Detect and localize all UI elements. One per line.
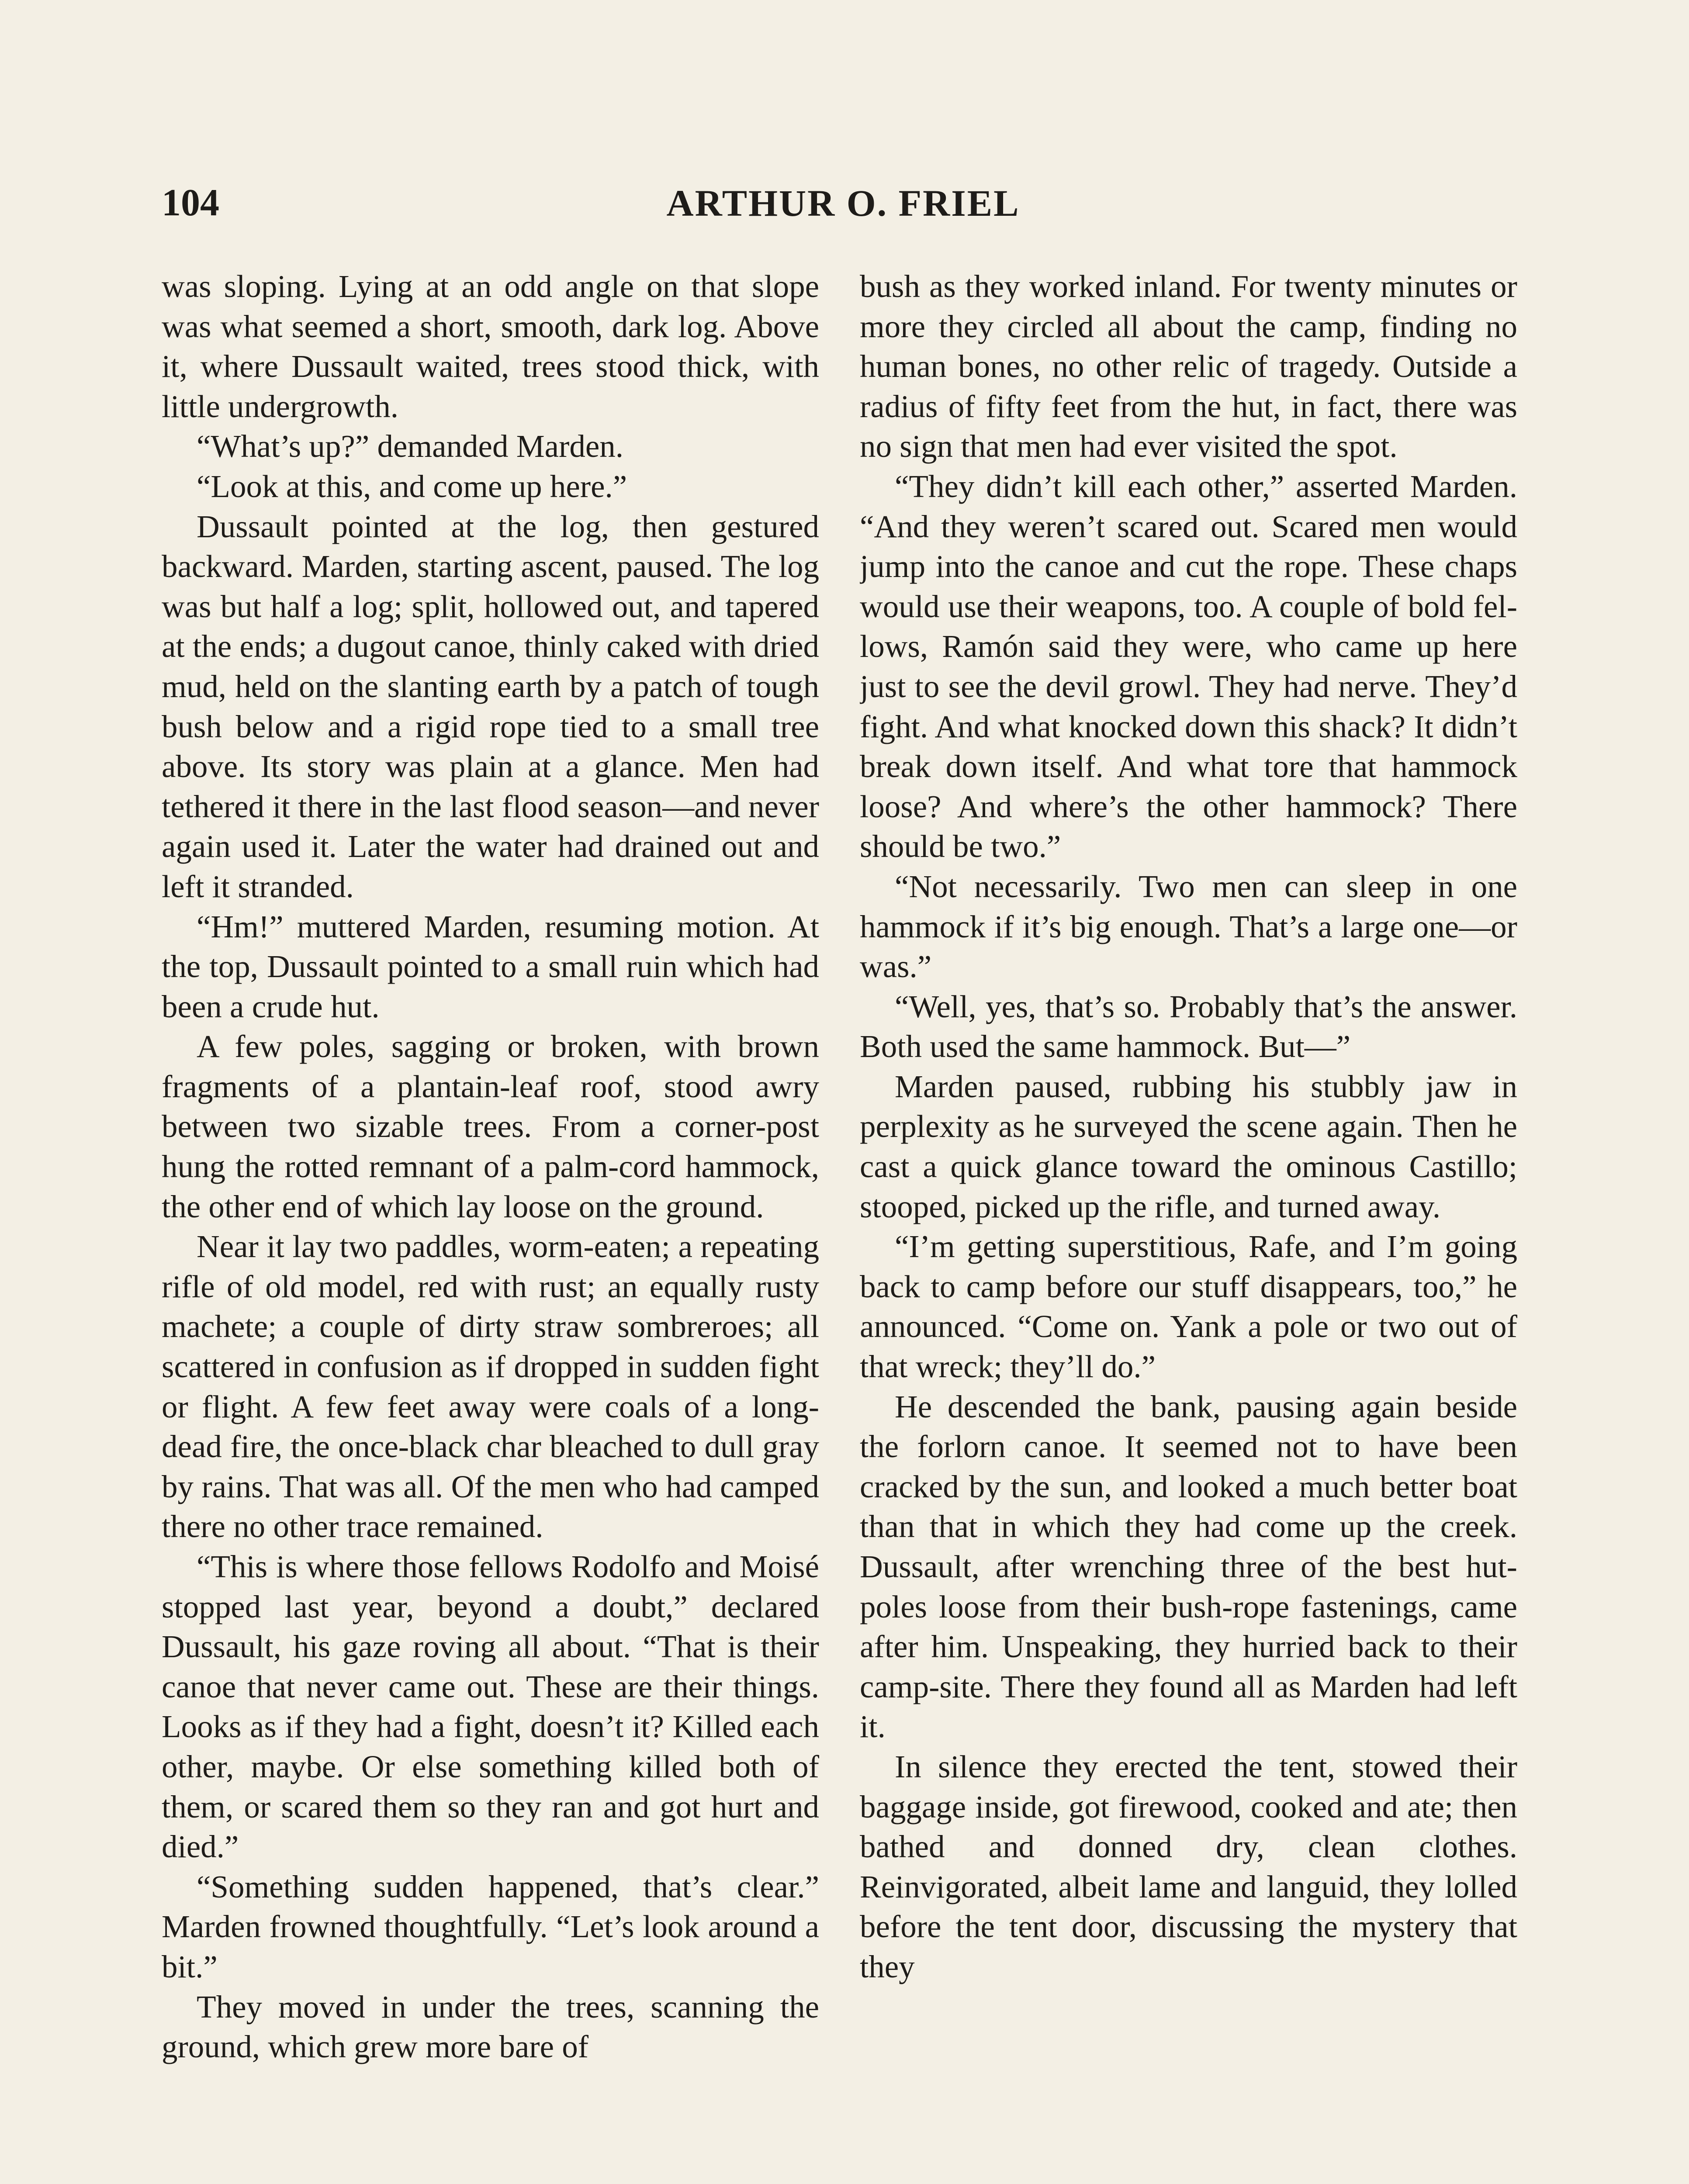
paragraph: Marden paused, rubbing his stubbly jaw in perplexity as he surveyed the scene again. Then he cast a quick glance toward the ominous Castillo; stooped, picked up the rifle, and turned away. [860, 1068, 1517, 1224]
paragraph: “This is where those fellows Rodolfo and Moisé stopped last year, beyond a doubt,” declared Dussault, his gaze roving all about. “That is their canoe that never came out. These are their things. Looks as if they had a fight, doesn’t it? Killed each other, maybe. Or else something killed both of them, or scared them so they ran and got hurt and died.” [162, 1549, 819, 1865]
paragraph: “They didn’t kill each other,” asserted Marden. “And they weren’t scared out. Scared men would jump into the canoe and cut the rope. These chaps would use their weapons, too. A couple of bold fellows, Ramón said they were, who came up here just to see the devil growl. They had nerve. They’d fight. And what knocked down this shack? It didn’t break down itself. And what tore that hammock loose? And where’s the other hammock? There should be two.” [860, 468, 1517, 864]
paragraph: “Hm!” muttered Marden, resuming motion. At the top, Dussault pointed to a small ruin which had been a crude hut. [162, 909, 819, 1024]
paragraph: bush as they worked inland. For twenty minutes or more they circled all about the camp, finding no human bones, no other relic of tragedy. Outside a radius of fifty feet from the hut, in fact, there was no sign that men had ever visited the spot. [860, 269, 1517, 464]
paragraph: “What’s up?” demanded Marden. [197, 429, 623, 464]
paragraph: He descended the bank, pausing again beside the forlorn canoe. It seemed not to have been cracked by the sun, and looked a much better boat than that in which they had come up the creek. Dussault, after wrenching three of the best hut-poles loose from their bush-rope fastenings, came after him. Unspeaking, they hurried back to their camp-site. There they found all as Marden had left it. [860, 1389, 1517, 1745]
paragraph: A few poles, sagging or broken, with brown fragments of a plantain-leaf roof, stood awry between two sizable trees. From a corner-post hung the rotted remnant of a palm-cord hammock, the other end of which lay loose on the ground. [162, 1029, 819, 1224]
paragraph: “Well, yes, that’s so. Probably that’s the answer. Both used the same hammock. But—” [860, 988, 1517, 1064]
paragraph: “Look at this, and come up here.” [197, 468, 627, 504]
left-text-column [162, 266, 819, 2184]
running-title: ARTHUR O. FRIEL [666, 182, 1020, 224]
paragraph: “I’m getting superstitious, Rafe, and I’m going back to camp before our stuff disappears, too,” he announced. “Come on. Yank a pole or two out of that wreck; they’ll do.” [860, 1229, 1517, 1385]
paragraph: “Not necessarily. Two men can sleep in one hammock if it’s big enough. That’s a large one—or was.” [860, 868, 1517, 985]
paragraph: “Something sudden happened, that’s clear.” Marden frowned thoughtfully. “Let’s look around a bit.” [162, 1869, 819, 1984]
paragraph: Dussault pointed at the log, then gestured backward. Marden, starting ascent, paused. The log was but half a log; split, hollowed out, and tapered at the ends; a dugout canoe, thinly caked with dried mud, held on the slanting earth by a patch of tough bush below and a rigid rope tied to a small tree above. Its story was plain at a glance. Men had tethered it there in the last flood season—and never again used it. Later the water had drained out and left it stranded. [162, 508, 819, 904]
paragraph: In silence they erected the tent, stowed their baggage inside, got firewood, cooked and ate; then bathed and donned dry, clean clothes. Reinvigorated, albeit lame and languid, they lolled before the tent door, discussing the mystery that they [860, 1749, 1517, 1984]
page-header [162, 177, 1525, 229]
paragraph: Near it lay two paddles, worm-eaten; a repeating rifle of old model, red with rust; an equally rusty machete; a couple of dirty straw sombreroes; all scattered in confusion as if dropped in sudden fight or flight. A few feet away were coals of a long-dead fire, the once-black char bleached to dull gray by rains. That was all. Of the men who had camped there no other trace remained. [162, 1229, 819, 1545]
right-text-column [860, 266, 1517, 2184]
paragraph: They moved in under the trees, scanning the ground, which grew more bare of [162, 1989, 819, 2065]
page-number: 104 [162, 182, 219, 224]
paragraph: was sloping. Lying at an odd angle on that slope was what seemed a short, smooth, dark log. Above it, where Dussault waited, trees stood thick, with little undergrowth. [162, 269, 819, 424]
